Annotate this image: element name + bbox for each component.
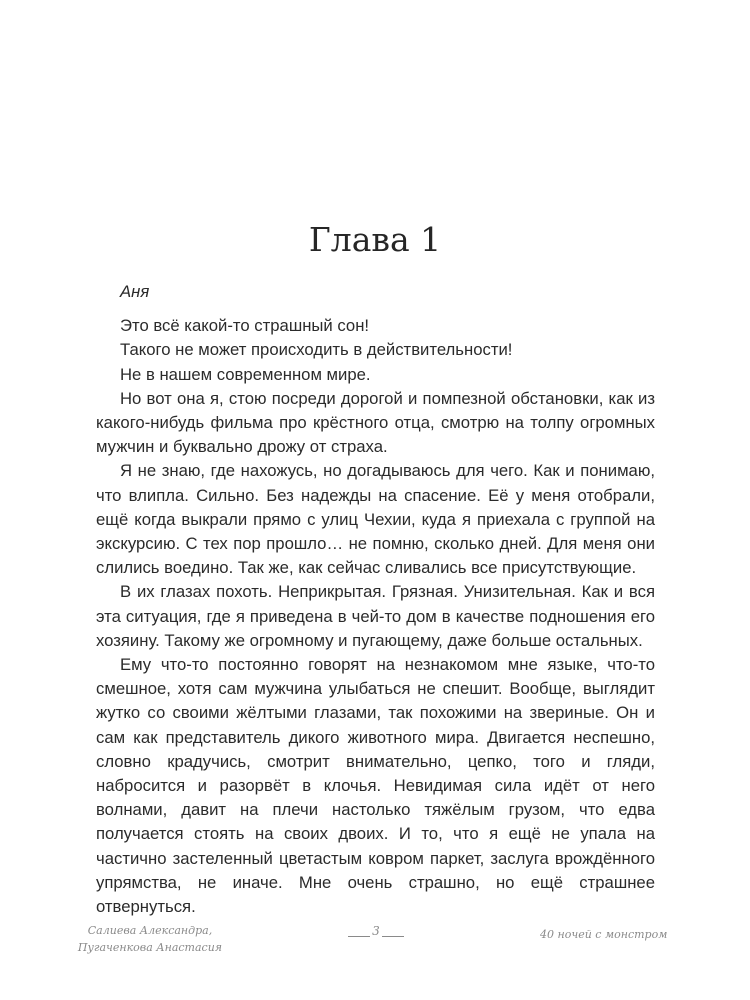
- footer-author-2: Пугаченкова Анастасия: [77, 941, 223, 954]
- paragraph: Не в нашем современном мире.: [120, 364, 371, 384]
- page-number-dash-left: [348, 936, 370, 937]
- paragraph: Но вот она я, стою посреди дорогой и помпезной обстановки, как из какого-нибудь фильма про крёстного отца, смотрю на толпу огромных мужчин и буквально дрожу от страха.: [96, 388, 655, 457]
- page-number-dash-right: [382, 936, 404, 937]
- footer-author-1: Салиева Александра,: [87, 924, 213, 937]
- paragraph: Такого не может происходить в действительности!: [120, 340, 513, 360]
- footer-book-title: 40 ночей с монстром: [540, 928, 668, 941]
- chapter-body: [96, 280, 655, 919]
- footer-authors: [55, 922, 245, 956]
- paragraph: В их глазах похоть. Неприкрытая. Грязная. Унизительная. Как и вся эта ситуация, где я приведена в чей-то дом в качестве подношения его хозяину. Такому же огромному и пугающему, даже больше остальных.: [96, 582, 655, 650]
- paragraph: Ему что-то постоянно говорят на незнакомом мне языке, что-то смешное, хотя сам мужчина улыбаться не спешит. Вообще, выглядит жутко со своими жёлтыми глазами, так похожими на звериные. Он и сам как представитель дикого животного мира. Двигается неспешно, словно крадучись, смотрит внимательно, цепко, того и гляди, набросится и разорвёт в клочья. Невидимая сила идёт от него волнами, давит на плечи настолько тяжёлым грузом, что едва получается стоять на своих двоих. И то, что я ещё не упала на частично застеленный цветастым ковром паркет, заслуга врождённого упрямства, не иначе. Мне очень страшно, но ещё страшнее отвернуться.: [96, 655, 655, 917]
- pov-character: Аня: [120, 282, 150, 301]
- paragraph: Я не знаю, где нахожусь, но догадываюсь для чего. Как и понимаю, что влипла. Сильно. Без надежды на спасение. Её у меня отобрали, ещё когда выкрали прямо с улиц Чехии, куда я приехала с группой на экскурсию. С тех пор прошло… не помню, сколько дней. Для меня они слились воедино. Так же, как сейчас сливались все присутствующие.: [96, 461, 655, 578]
- page-number: [345, 924, 407, 938]
- chapter-title: Глава 1: [308, 220, 442, 259]
- page-number-value: 3: [372, 924, 380, 938]
- paragraph: Это всё какой-то страшный сон!: [120, 316, 370, 336]
